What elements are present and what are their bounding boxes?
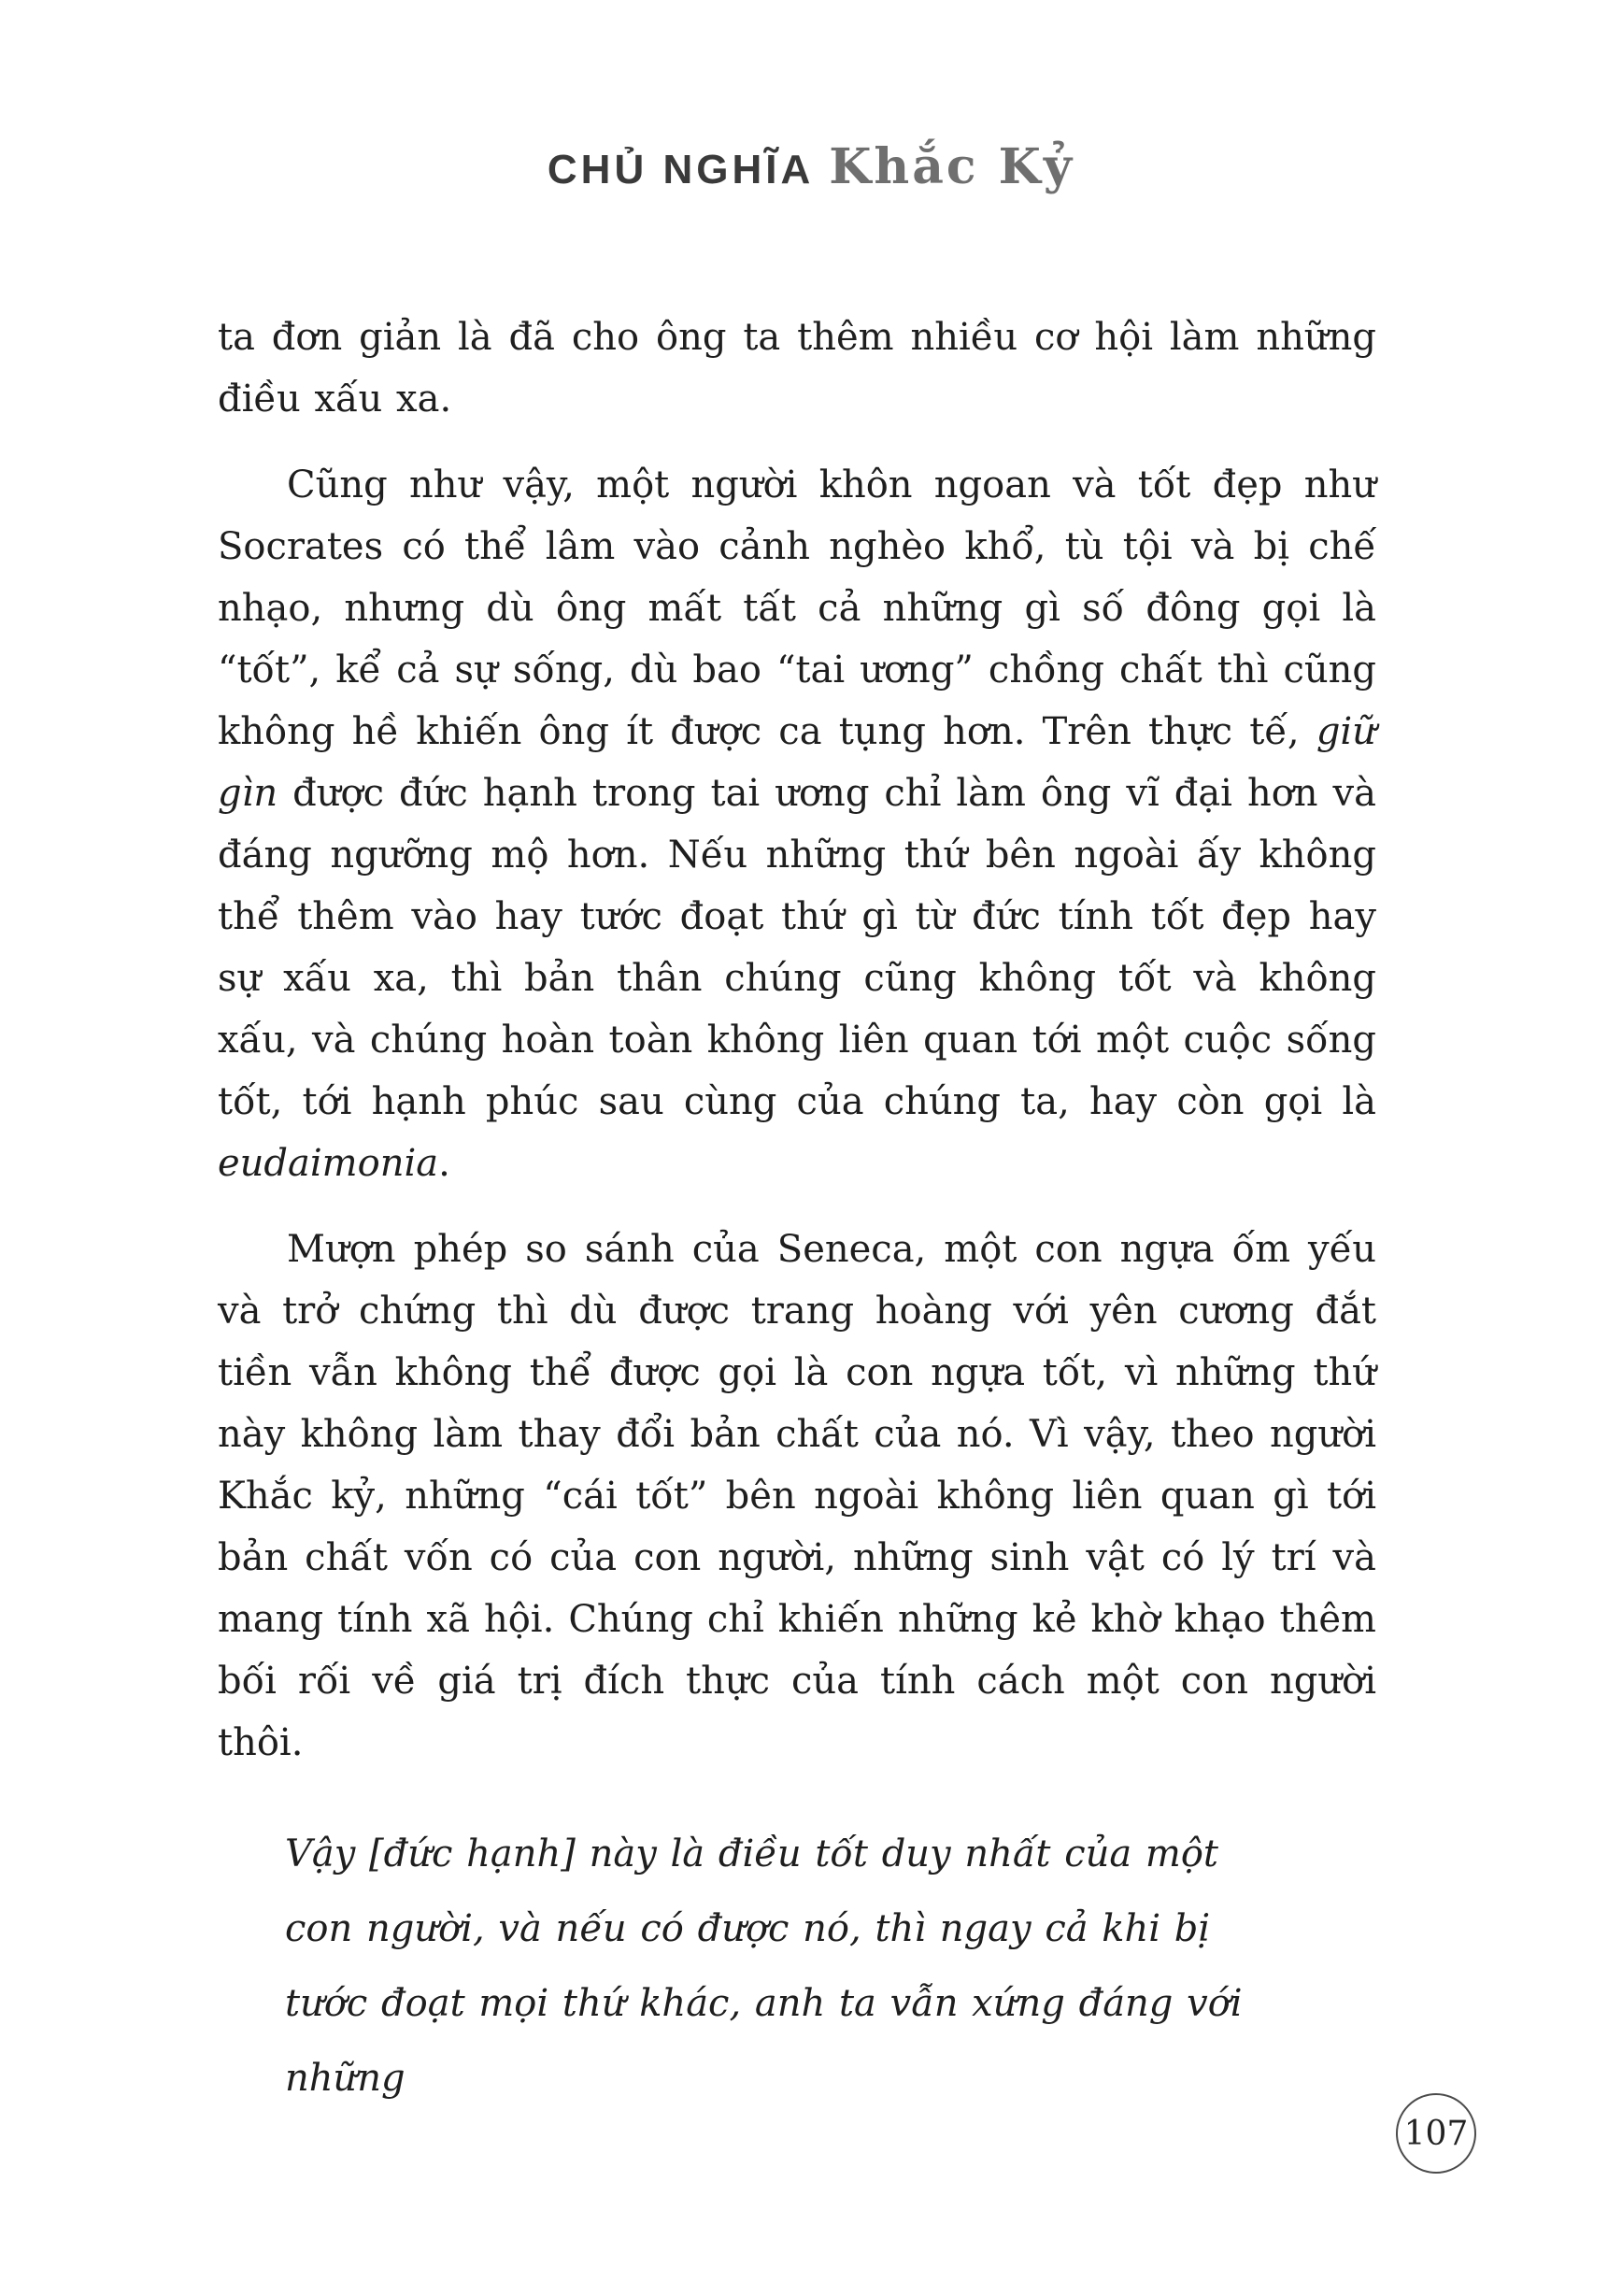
text-segment: . (438, 1142, 450, 1185)
running-header (0, 138, 1622, 195)
page-body (218, 307, 1376, 2116)
text-segment: được đức hạnh trong tai ương chỉ làm ông vĩ đại hơn và đáng ngưỡng mộ hơn. Nếu những thứ bên ngoài ấy không thể thêm vào hay tước đoạt thứ gì từ đức tính tốt đẹp hay sự xấu xa, thì bản thân chúng cũng không tốt và không xấu, và chúng hoàn toàn không liên quan tới một cuộc sống tốt, tới hạnh phúc sau cùng của chúng ta, hay còn gọi là (218, 772, 1376, 1123)
text-segment: Cũng như vậy, một người khôn ngoan và tốt đẹp như Socrates có thể lâm vào cảnh nghèo khổ, tù tội và bị chế nhạo, nhưng dù ông mất tất cả những gì số đông gọi là “tốt”, kể cả sự sống, dù bao “tai ương” chồng chất thì cũng không hề khiến ông ít được ca tụng hơn. Trên thực tế, (218, 463, 1376, 753)
italic-segment: eudaimonia (218, 1142, 439, 1185)
paragraph-1 (218, 307, 1376, 430)
block-quote (285, 1817, 1294, 2116)
book-title-main: CHỦ NGHĨA (547, 147, 815, 193)
page-number: 107 (1403, 2114, 1469, 2153)
paragraph-2 (218, 454, 1376, 1194)
text-segment: ta đơn giản là đã cho ông ta thêm nhiều cơ hội làm những điều xấu xa. (218, 316, 1376, 421)
quote-text: Vậy [đức hạnh] này là điều tốt duy nhất của một con người, và nếu có được nó, thì ngay cả khi bị tước đoạt mọi thứ khác, anh ta vẫn xứng đáng với những (285, 1833, 1243, 2100)
page-number-badge (1396, 2093, 1476, 2174)
paragraph-3 (218, 1219, 1376, 1774)
text-segment: Mượn phép so sánh của Seneca, một con ngựa ốm yếu và trở chứng thì dù được trang hoàng với yên cương đắt tiền vẫn không thể được gọi là con ngựa tốt, vì những thứ này không làm thay đổi bản chất của nó. Vì vậy, theo người Khắc kỷ, những “cái tốt” bên ngoài không liên quan gì tới bản chất vốn có của con người, những sinh vật có lý trí và mang tính xã hội. Chúng chỉ khiến những kẻ khờ khạo thêm bối rối về giá trị đích thực của tính cách một con người thôi. (218, 1228, 1376, 1764)
book-title-accent: Khắc Kỷ (829, 138, 1075, 195)
italic-segment: giữ gìn (218, 710, 1376, 815)
